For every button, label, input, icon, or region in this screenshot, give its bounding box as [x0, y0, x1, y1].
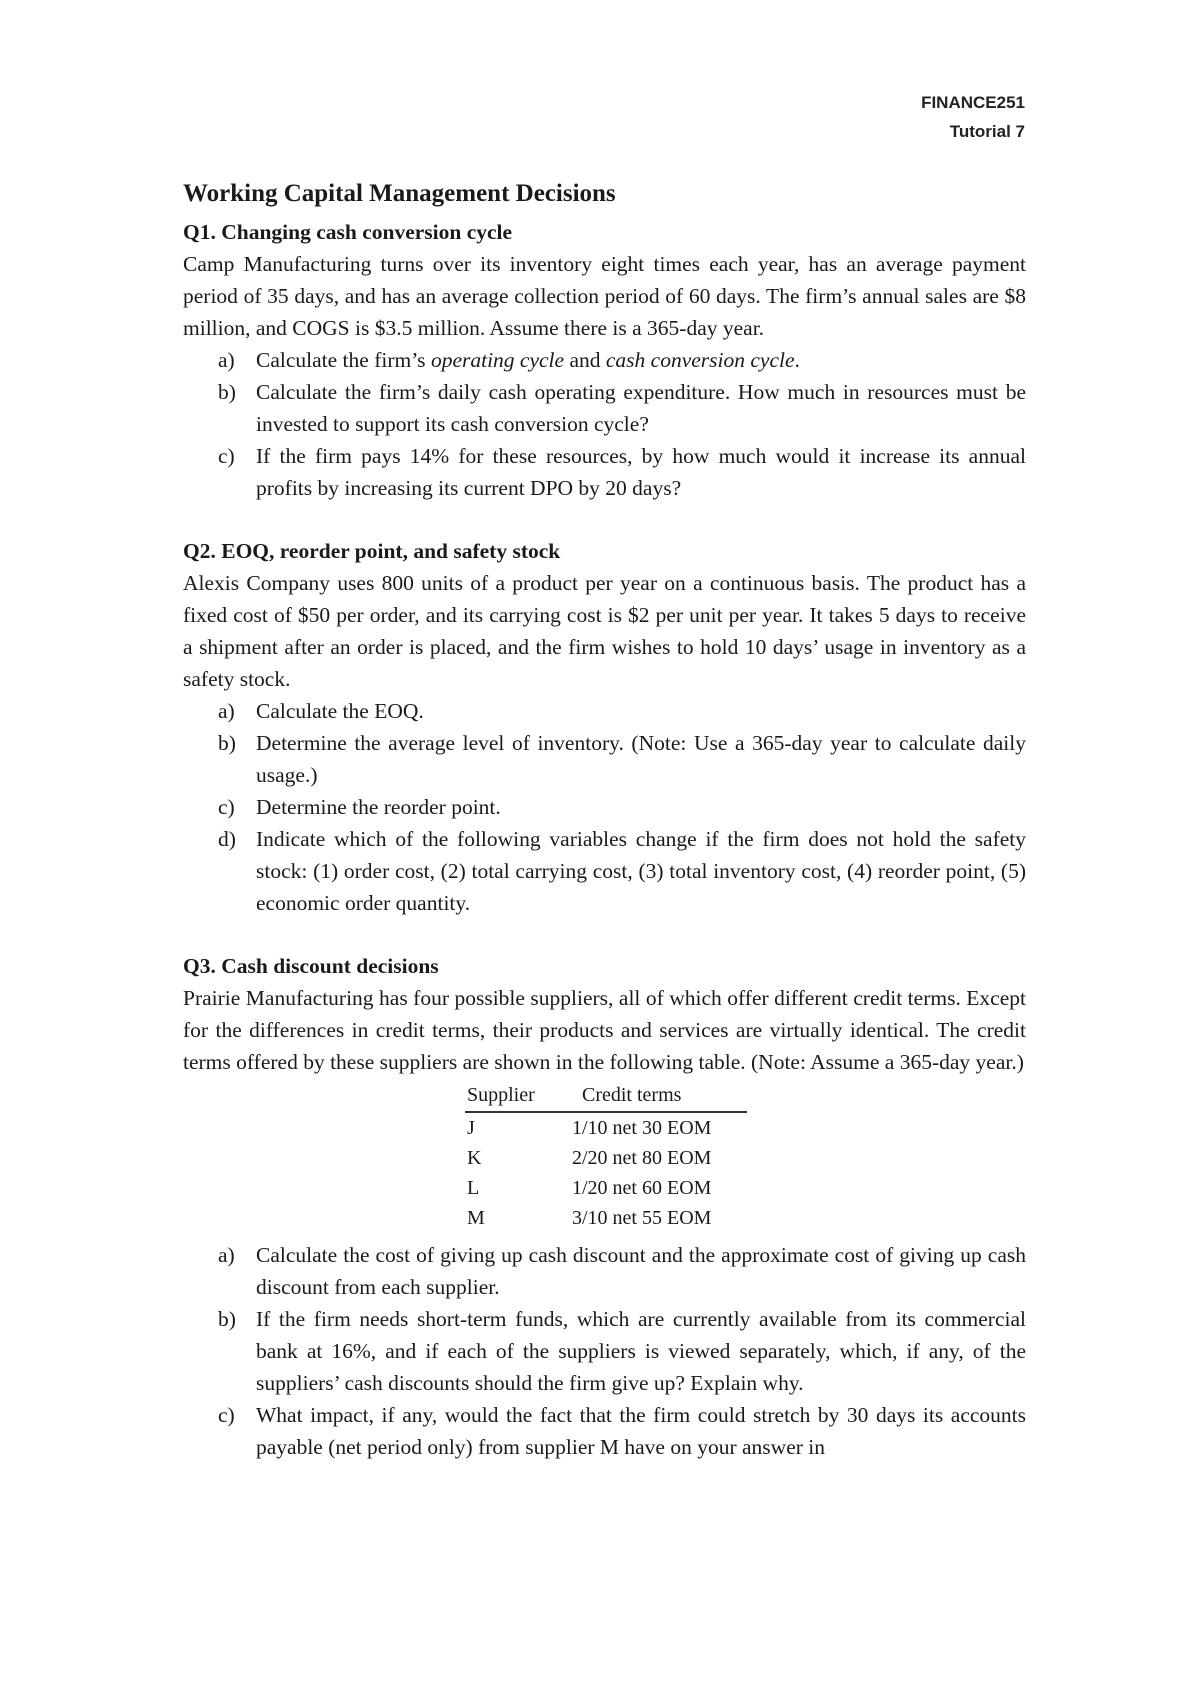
question-2-body: Alexis Company uses 800 units of a product per year on a continuous basis. The product has a fixed cost of $50 per order, and its carrying cost is $2 per unit per year. It takes 5 days to receive a shipment after an order is placed, and the firm wishes to hold 10 days’ usage in inventory as a safety stock.	[183, 571, 1026, 691]
credit-terms-cell: 3/10 net 55 EOM	[572, 1207, 712, 1229]
supplier-cell: L	[467, 1177, 480, 1199]
question-3-heading: Q3. Cash discount decisions	[183, 954, 439, 978]
supplier-cell: M	[467, 1207, 485, 1229]
spacer	[183, 919, 1026, 950]
part-label: a)	[218, 699, 235, 723]
part-text: Determine the average level of inventory. (Note: Use a 365-day year to calculate daily usage.)	[256, 731, 1026, 787]
question-2-heading: Q2. EOQ, reorder point, and safety stock	[183, 539, 561, 563]
part-label: a)	[218, 348, 235, 372]
question-1-heading: Q1. Changing cash conversion cycle	[183, 220, 513, 244]
table-row	[465, 1112, 747, 1143]
question-1	[183, 216, 1026, 504]
part-text: Indicate which of the following variables change if the firm does not hold the safety stock: (1) order cost, (2) total carrying cost, (3) total inventory cost, (4) reorder point, (5) economic order quantity.	[256, 827, 1026, 915]
question-2-part-d	[183, 823, 1026, 919]
part-label: d)	[218, 827, 236, 851]
part-text: .	[794, 348, 800, 372]
table-row	[465, 1203, 747, 1233]
question-2-part-b	[183, 727, 1026, 791]
question-1-parts	[183, 344, 1026, 504]
question-3-body: Prairie Manufacturing has four possible suppliers, all of which offer different credit terms. Except for the differences in credit terms, their products and services are virtually identical. The credit terms offered by these suppliers are shown in the following table. (Note: Assume a 365-day year.)	[183, 986, 1026, 1074]
question-3	[183, 950, 1026, 1463]
part-text: and	[564, 348, 606, 372]
question-2-part-a	[183, 695, 1026, 727]
question-2-part-c	[183, 791, 1026, 823]
question-1-part-c	[183, 440, 1026, 504]
column-header-credit-terms: Credit terms	[562, 1081, 747, 1112]
term-operating-cycle: operating cycle	[430, 348, 565, 372]
part-text: Calculate the firm’s	[256, 348, 431, 372]
column-header-supplier: Supplier	[465, 1081, 562, 1112]
part-text: Determine the reorder point.	[256, 795, 501, 819]
question-3-parts	[183, 1239, 1026, 1463]
part-text: Calculate the EOQ.	[256, 699, 424, 723]
credit-terms-cell: 1/10 net 30 EOM	[572, 1117, 712, 1139]
part-text: Calculate the firm’s daily cash operating expenditure. How much in resources must be invested to support its cash conversion cycle?	[256, 380, 1026, 436]
table-row	[465, 1173, 747, 1203]
document-body	[183, 176, 1026, 1463]
part-text: Calculate the cost of giving up cash discount and the approximate cost of giving up cash discount from each supplier.	[256, 1243, 1026, 1299]
course-code: FINANCE251	[921, 93, 1025, 112]
question-3-part-a	[183, 1239, 1026, 1303]
credit-terms-cell: 1/20 net 60 EOM	[572, 1177, 712, 1199]
part-label: c)	[218, 1403, 235, 1427]
question-1-part-a	[183, 344, 1026, 376]
credit-terms-table	[465, 1081, 747, 1233]
table-row	[465, 1143, 747, 1173]
part-label: c)	[218, 795, 235, 819]
part-label: b)	[218, 731, 236, 755]
question-3-part-b	[183, 1303, 1026, 1399]
question-3-part-c	[183, 1399, 1026, 1463]
supplier-cell: K	[467, 1147, 482, 1169]
part-label: b)	[218, 1307, 236, 1331]
question-1-part-b	[183, 376, 1026, 440]
page-header	[921, 88, 1025, 146]
question-2	[183, 535, 1026, 919]
part-text: If the firm needs short-term funds, which are currently available from its commercial bank at 16%, and if each of the suppliers is viewed separately, which, if any, of the suppliers’ cash discounts should the firm give up? Explain why.	[256, 1307, 1026, 1395]
tutorial-number: Tutorial 7	[949, 122, 1025, 141]
table-header-row	[465, 1081, 747, 1112]
supplier-cell: J	[467, 1117, 475, 1139]
credit-terms-cell: 2/20 net 80 EOM	[572, 1147, 712, 1169]
part-label: c)	[218, 444, 235, 468]
spacer	[183, 504, 1026, 535]
part-label: b)	[218, 380, 236, 404]
term-cash-conversion-cycle: cash conversion cycle	[605, 348, 795, 372]
part-text: If the firm pays 14% for these resources, by how much would it increase its annual profits by increasing its current DPO by 20 days?	[256, 444, 1026, 500]
part-text: What impact, if any, would the fact that the firm could stretch by 30 days its accounts payable (net period only) from supplier M have on your answer in	[256, 1403, 1026, 1459]
question-2-parts	[183, 695, 1026, 919]
document-title: Working Capital Management Decisions	[183, 180, 616, 207]
question-1-body: Camp Manufacturing turns over its inventory eight times each year, has an average payment period of 35 days, and has an average collection period of 60 days. The firm’s annual sales are $8 million, and COGS is $3.5 million. Assume there is a 365-day year.	[183, 252, 1026, 340]
part-label: a)	[218, 1243, 235, 1267]
